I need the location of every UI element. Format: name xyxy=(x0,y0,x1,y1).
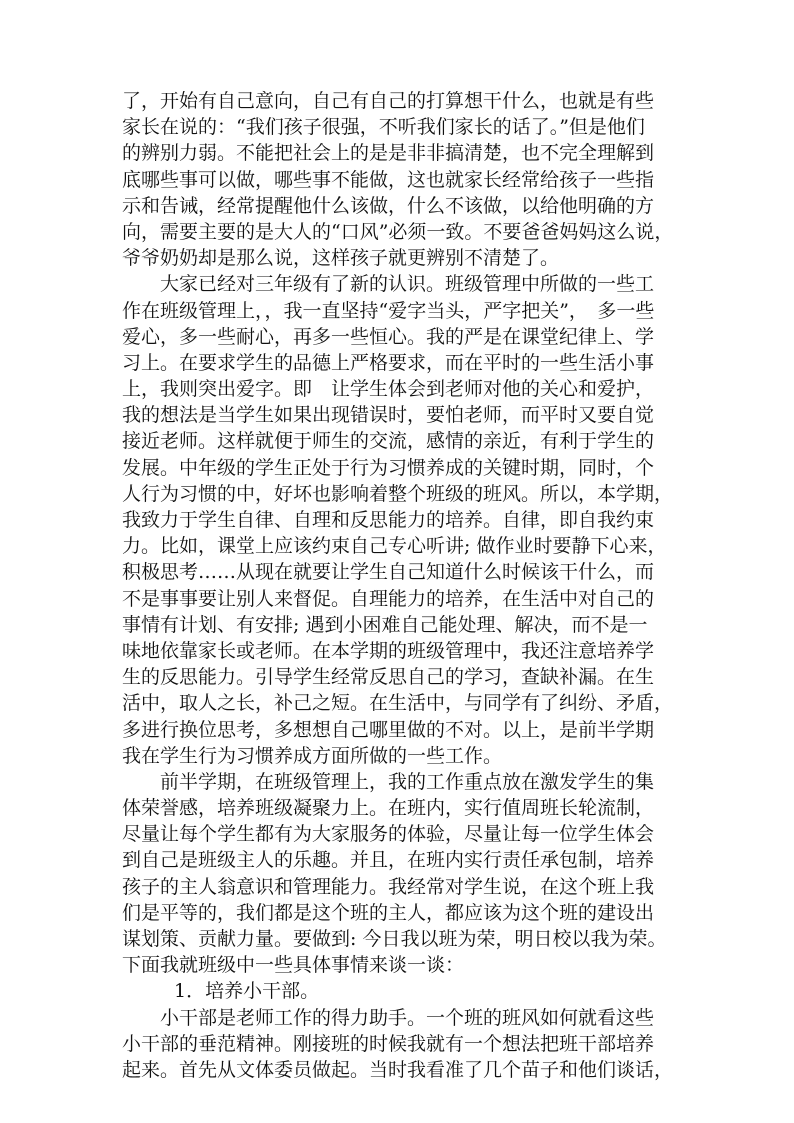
text-line: 家长在说的：“我们孩子很强，不听我们家长的话了。”但是他们 xyxy=(122,116,645,139)
text-line: 人行为习惯的中，好坏也影响着整个班级的班风。所以，本学期， xyxy=(122,482,674,505)
text-line: 下面我就班级中一些具体事情来谈一谈： xyxy=(122,954,465,977)
text-line: 力。比如，课堂上应该约束自己专心听讲; 做作业时要静下心来， xyxy=(122,535,667,558)
text-line: 的辨别力弱。不能把社会上的是是非非搞清楚，也不完全理解到 xyxy=(122,142,655,165)
text-line: 多进行换位思考，多想想自己哪里做的不对。以上，是前半学期 xyxy=(122,718,655,741)
paragraph-start-line: 小干部是老师工作的得力助手。一个班的班风如何就看这些 xyxy=(160,1006,655,1029)
text-line: 爱心，多一些耐心，再多一些恒心。我的严是在课堂纪律上、学 xyxy=(122,325,655,348)
text-line: 我致力于学生自律、自理和反思能力的培养。自律，即自我约束 xyxy=(122,509,655,531)
text-line: 们是平等的，我们都是这个班的主人，都应该为这个班的建设出 xyxy=(122,901,655,924)
text-line: 尽量让每个学生都有为大家服务的体验，尽量让每一位学生体会 xyxy=(122,823,655,846)
text-line: 习上。在要求学生的品德上严格要求，而在平时的一些生活小事 xyxy=(122,351,655,374)
text-line: 底哪些事可以做，哪些事不能做，这也就家长经常给孩子一些指 xyxy=(122,168,655,191)
text-line: 体荣誉感，培养班级凝聚力上。在班内，实行值周班长轮流制， xyxy=(122,797,655,820)
text-line: 小干部的垂范精神。刚接班的时候我就有一个想法把班干部培养 xyxy=(122,1032,655,1055)
text-line: 到自己是班级主人的乐趣。并且，在班内实行责任承包制，培养 xyxy=(122,849,655,872)
text-line: 起来。首先从文体委员做起。当时我看准了几个苗子和他们谈话， xyxy=(122,1058,674,1081)
text-line: 生的反思能力。引导学生经常反思自己的学习，查缺补漏。在生 xyxy=(122,666,655,689)
text-line: 作在班级管理上，，我一直坚持“爱字当头，严字把关”， 多一些 xyxy=(122,299,655,322)
paragraph-start-line: 前半学期，在班级管理上，我的工作重点放在激发学生的集 xyxy=(160,770,655,793)
numbered-heading: 1．培养小干部。 xyxy=(174,980,320,1003)
document-body xyxy=(122,88,682,1083)
text-line: 示和告诫，经常提醒他什么该做，什么不该做，以给他明确的方 xyxy=(122,194,655,217)
text-line: 孩子的主人翁意识和管理能力。我经常对学生说，在这个班上我 xyxy=(122,875,655,898)
text-line: 我的想法是当学生如果出现错误时，要怕老师，而平时又要自觉 xyxy=(122,404,655,427)
text-line: 上，我则突出爱字。即 让学生体会到老师对他的关心和爱护， xyxy=(122,378,655,401)
text-line: 了，开始有自己意向，自己有自己的打算想干什么，也就是有些 xyxy=(122,90,655,112)
text-line: 事情有计划、有安排; 遇到小困难自己能处理、解决，而不是一 xyxy=(122,613,648,636)
text-line: 向，需要主要的是大人的“口风”必须一致。不要爸爸妈妈这么说， xyxy=(122,220,674,243)
text-line: 爷爷奶奶却是那么说，这样孩子就更辨别不清楚了。 xyxy=(122,247,560,270)
text-line: 发展。中年级的学生正处于行为习惯养成的关键时期，同时，个 xyxy=(122,456,655,479)
text-line: 活中，取人之长，补己之短。在生活中，与同学有了纠纷、矛盾， xyxy=(122,692,674,715)
text-line: 味地依靠家长或老师。在本学期的班级管理中，我还注意培养学 xyxy=(122,639,655,662)
text-line: 接近老师。这样就便于师生的交流，感情的亲近，有利于学生的 xyxy=(122,430,655,453)
text-line: 不是事事要让别人来督促。自理能力的培养，在生活中对自己的 xyxy=(122,587,655,610)
text-line: 谋划策、贡献力量。要做到: 今日我以班为荣，明日校以我为荣。 xyxy=(122,928,667,950)
paragraph-start-line: 大家已经对三年级有了新的认识。班级管理中所做的一些工 xyxy=(160,273,655,296)
text-line: 积极思考……从现在就要让学生自己知道什么时候该干什么，而 xyxy=(122,561,655,584)
text-line: 我在学生行为习惯养成方面所做的一些工作。 xyxy=(122,744,503,767)
